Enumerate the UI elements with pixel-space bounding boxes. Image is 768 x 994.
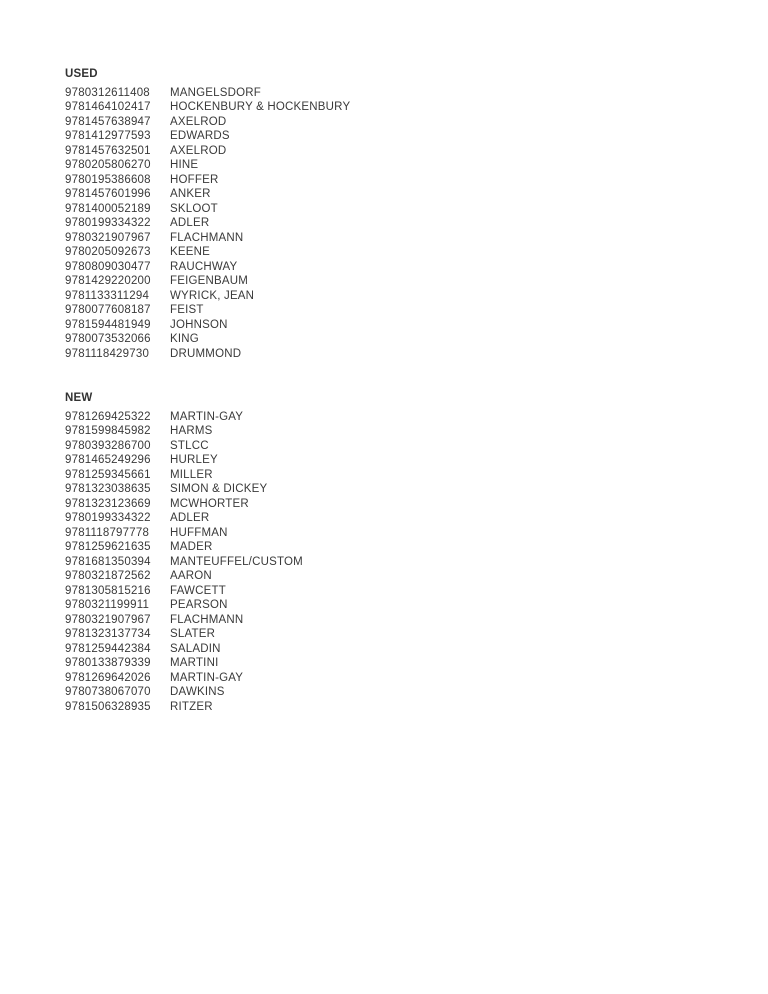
isbn-cell: 9780321907967: [65, 613, 151, 626]
section-rows: [65, 86, 350, 362]
section-title: USED: [65, 68, 98, 80]
author-cell: KING: [170, 333, 199, 345]
author-cell: MARTINI: [170, 657, 219, 669]
book-row: [65, 685, 350, 700]
isbn-cell: 9781457601996: [65, 188, 151, 200]
isbn-cell: 9780809030477: [65, 260, 151, 273]
book-lists: [65, 67, 350, 714]
author-cell: HARMS: [170, 425, 213, 437]
author-cell: MARTIN-GAY: [170, 410, 244, 423]
author-cell: MARTIN-GAY: [170, 671, 244, 684]
author-cell: DRUMMOND: [170, 347, 242, 360]
isbn-cell: 9780205806270: [65, 159, 151, 171]
author-cell: SALADIN: [170, 642, 221, 655]
author-cell: FEIST: [170, 304, 204, 316]
book-row: [65, 569, 350, 584]
isbn-cell: 9781681350394: [65, 555, 151, 568]
book-row: [65, 303, 350, 318]
book-row: [65, 453, 350, 468]
book-row: [65, 627, 350, 642]
author-cell: MADER: [170, 541, 213, 553]
book-row: [65, 245, 350, 260]
book-row: [65, 598, 350, 613]
author-cell: STLCC: [170, 439, 209, 452]
book-row: [65, 656, 350, 671]
book-row: [65, 332, 350, 347]
author-cell: PEARSON: [170, 599, 228, 611]
book-row: [65, 86, 350, 101]
section-rows: [65, 410, 350, 715]
book-row: [65, 526, 350, 541]
isbn-cell: 9781259442384: [65, 642, 151, 655]
book-row: [65, 173, 350, 188]
isbn-cell: 9780199334322: [65, 512, 151, 524]
isbn-cell: 9781323038635: [65, 483, 151, 495]
isbn-cell: 9781429220200: [65, 275, 151, 287]
book-section: [65, 391, 350, 714]
book-row: [65, 584, 350, 599]
author-cell: ADLER: [170, 217, 210, 229]
book-row: [65, 555, 350, 570]
author-cell: FLACHMANN: [170, 231, 244, 244]
book-row: [65, 424, 350, 439]
isbn-cell: 9780738067070: [65, 686, 151, 698]
isbn-cell: 9781599845982: [65, 425, 151, 437]
author-cell: WYRICK, JEAN: [170, 289, 255, 302]
isbn-cell: 9780312611408: [65, 86, 150, 99]
book-section: [65, 67, 350, 361]
book-row: [65, 482, 350, 497]
isbn-cell: 9780195386608: [65, 173, 151, 186]
isbn-cell: 9780077608187: [65, 304, 151, 316]
author-cell: AARON: [170, 570, 212, 582]
author-cell: HURLEY: [170, 454, 218, 466]
book-row: [65, 115, 350, 130]
book-row: [65, 439, 350, 454]
book-row: [65, 202, 350, 217]
isbn-cell: 9781118429730: [65, 347, 150, 360]
isbn-cell: 9781457638947: [65, 115, 151, 128]
book-row: [65, 671, 350, 686]
isbn-cell: 9781465249296: [65, 454, 151, 466]
book-row: [65, 100, 350, 115]
isbn-cell: 9781594481949: [65, 318, 151, 331]
isbn-cell: 9780321907967: [65, 231, 151, 244]
author-cell: FEIGENBAUM: [170, 275, 249, 287]
author-cell: SIMON & DICKEY: [170, 483, 268, 495]
author-cell: HOCKENBURY & HOCKENBURY: [170, 101, 351, 113]
isbn-cell: 9781412977593: [65, 130, 151, 142]
author-cell: MANGELSDORF: [170, 86, 262, 99]
book-row: [65, 274, 350, 289]
book-row: [65, 129, 350, 144]
isbn-cell: 9781259621635: [65, 541, 151, 553]
isbn-cell: 9781323123669: [65, 497, 151, 510]
isbn-cell: 9780321199911: [65, 599, 150, 611]
book-row: [65, 613, 350, 628]
author-cell: EDWARDS: [170, 130, 230, 142]
author-cell: JOHNSON: [170, 318, 228, 331]
book-row: [65, 540, 350, 555]
isbn-cell: 9781464102417: [65, 101, 151, 113]
book-row: [65, 410, 350, 425]
author-cell: HOFFER: [170, 173, 219, 186]
book-row: [65, 642, 350, 657]
author-cell: AXELROD: [170, 115, 227, 128]
book-row: [65, 144, 350, 159]
author-cell: RAUCHWAY: [170, 260, 238, 273]
author-cell: FLACHMANN: [170, 613, 244, 626]
book-row: [65, 187, 350, 202]
book-row: [65, 511, 350, 526]
isbn-cell: 9780199334322: [65, 217, 151, 229]
isbn-cell: 9780133879339: [65, 657, 151, 669]
author-cell: MCWHORTER: [170, 497, 249, 510]
author-cell: DAWKINS: [170, 686, 225, 698]
author-cell: FAWCETT: [170, 584, 226, 597]
author-cell: ANKER: [170, 188, 211, 200]
section-title: NEW: [65, 392, 93, 404]
book-row: [65, 231, 350, 246]
isbn-cell: 9781269642026: [65, 671, 151, 684]
book-row: [65, 347, 350, 362]
author-cell: KEENE: [170, 246, 210, 258]
isbn-cell: 9781269425322: [65, 410, 151, 423]
author-cell: RITZER: [170, 700, 213, 713]
author-cell: SKLOOT: [170, 202, 218, 215]
author-cell: AXELROD: [170, 144, 227, 157]
isbn-cell: 9780205092673: [65, 246, 151, 258]
isbn-cell: 9781323137734: [65, 628, 151, 640]
isbn-cell: 9780321872562: [65, 570, 151, 582]
author-cell: MILLER: [170, 468, 213, 481]
book-row: [65, 700, 350, 715]
isbn-cell: 9781133311294: [65, 289, 150, 302]
author-cell: ADLER: [170, 512, 210, 524]
book-row: [65, 260, 350, 275]
isbn-cell: 9781305815216: [65, 584, 151, 597]
book-row: [65, 468, 350, 483]
isbn-cell: 9781118797778: [65, 526, 150, 539]
isbn-cell: 9781259345661: [65, 468, 151, 481]
book-row: [65, 289, 350, 304]
author-cell: MANTEUFFEL/CUSTOM: [170, 555, 303, 568]
book-row: [65, 216, 350, 231]
book-row: [65, 497, 350, 512]
book-row: [65, 318, 350, 333]
isbn-cell: 9780073532066: [65, 333, 151, 345]
author-cell: HINE: [170, 159, 199, 171]
author-cell: SLATER: [170, 628, 216, 640]
isbn-cell: 9781457632501: [65, 144, 151, 157]
isbn-cell: 9781506328935: [65, 700, 151, 713]
author-cell: HUFFMAN: [170, 526, 228, 539]
isbn-cell: 9781400052189: [65, 202, 151, 215]
book-row: [65, 158, 350, 173]
isbn-cell: 9780393286700: [65, 439, 151, 452]
